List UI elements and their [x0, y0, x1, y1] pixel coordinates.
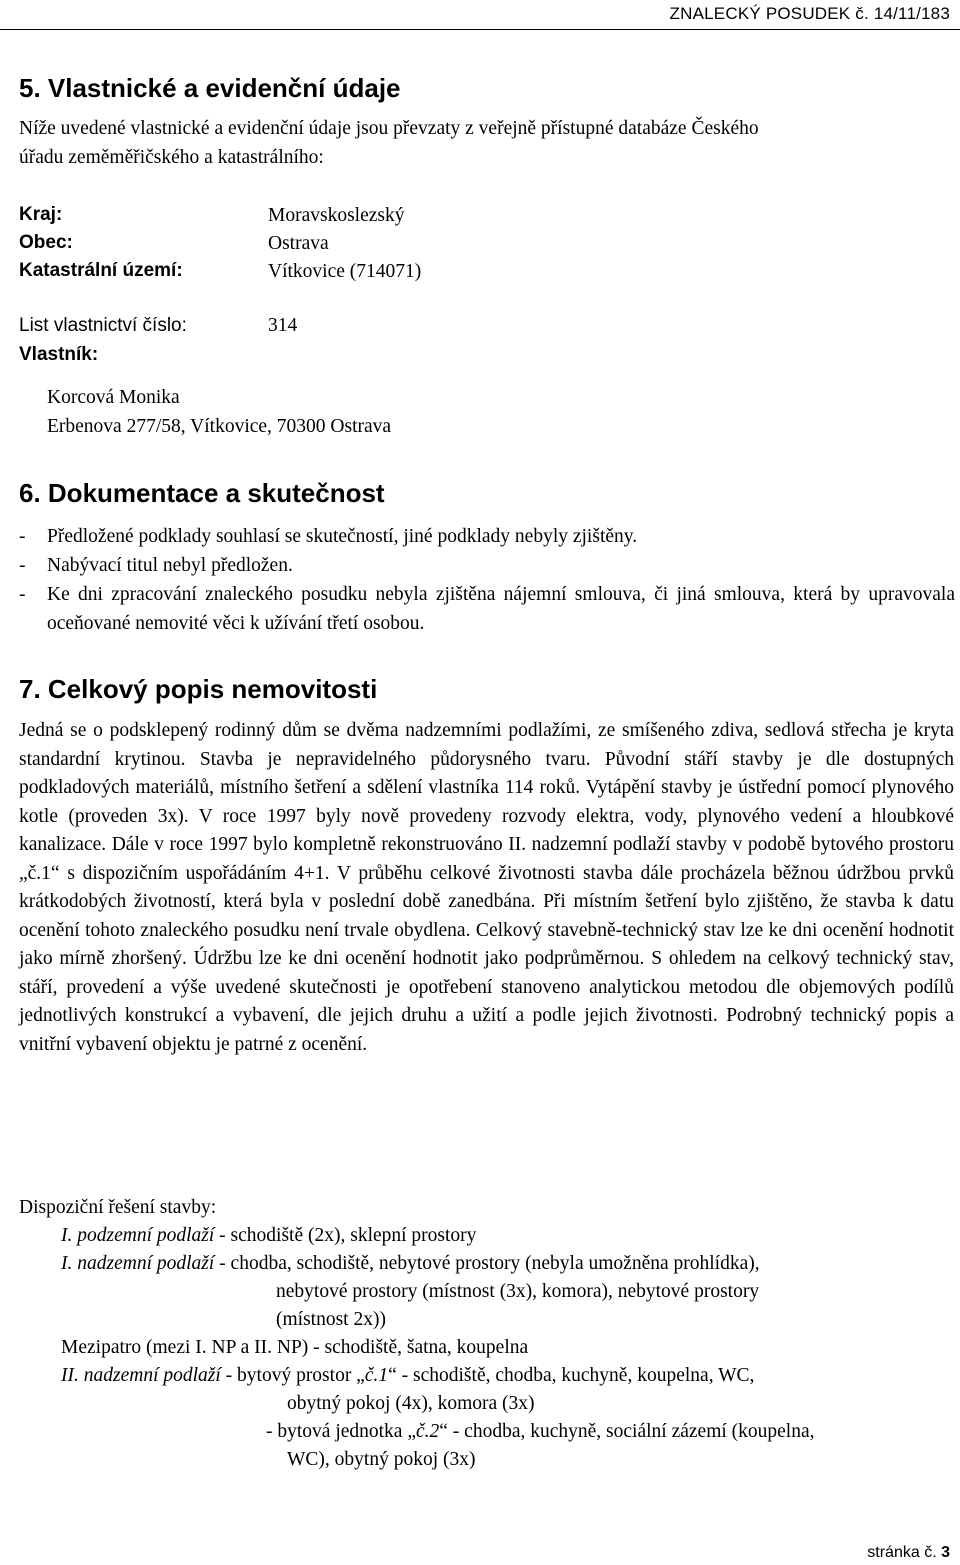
floor-description: nebytové prostory (místnost (3x), komora), nebytové prostory — [276, 1281, 760, 1302]
field-label-kraj: Kraj: — [19, 204, 63, 225]
section-7-heading: 7. Celkový popis nemovitosti — [19, 674, 378, 704]
layout-row-np1 — [61, 1250, 760, 1279]
document-title: ZNALECKÝ POSUDEK č. 14/11/183 — [669, 4, 950, 23]
section-5-intro-line-1: Níže uvedené vlastnické a evidenční údaje jsou převzaty z veřejně přístupné databáze Českého — [19, 118, 759, 139]
page-number: 3 — [941, 1544, 950, 1561]
page-header — [0, 0, 960, 27]
section-5-heading: 5. Vlastnické a evidenční údaje — [19, 73, 401, 103]
owner-address: Erbenova 277/58, Vítkovice, 70300 Ostrava — [47, 416, 392, 437]
layout-row-np2 — [61, 1362, 754, 1391]
floor-description: - bytový prostor „ — [220, 1365, 365, 1386]
field-label-obec: Obec: — [19, 232, 73, 253]
floor-label: I. nadzemní podlaží — [61, 1253, 215, 1274]
floor-description: (místnost 2x)) — [276, 1309, 386, 1330]
lv-value: 314 — [268, 315, 298, 336]
field-value-katastralni-uzemi: Vítkovice (714071) — [268, 261, 422, 282]
layout-title: Dispoziční řešení stavby: — [19, 1197, 217, 1218]
page-footer — [867, 1544, 950, 1562]
section-6-heading: 6. Dokumentace a skutečnost — [19, 478, 385, 508]
unit-number: č.1 — [364, 1365, 389, 1386]
list-item-dash: - — [19, 555, 26, 576]
floor-description: - bytová jednotka „ — [266, 1421, 416, 1442]
floor-description: - chodba, schodiště, nebytové prostory (nebyla umožněna prohlídka), — [214, 1253, 760, 1274]
unit-number: č.2 — [416, 1421, 440, 1442]
floor-description: “ - chodba, kuchyně, sociální zázemí (koupelna, — [439, 1421, 815, 1442]
header-divider — [0, 29, 960, 30]
floor-label: II. nadzemní podlaží — [61, 1365, 221, 1386]
floor-description: “ - schodiště, chodba, kuchyně, koupelna, WC, — [388, 1365, 755, 1386]
floor-description: - schodiště (2x), sklepní prostory — [214, 1225, 477, 1246]
layout-row-pp1 — [61, 1222, 476, 1251]
floor-description: WC), obytný pokoj (3x) — [287, 1449, 476, 1470]
description-paragraph: Jedná se o podsklepený rodinný dům se dvěma nadzemními podlažími, ze smíšeného zdiva, sedlová střecha je kryta standardní krytinou. Stavba je nepravidelného půdorysného tvaru. Původní stáří stavby je dle dostupných podkladových materiálů, místního šetření a sdělení vlastníka 114 roků. Vytápění stavby je ústřední pomocí plynového kotle (proveden 3x). V roce 1997 byly nově provedeny rozvody elektra, vody, plynového vedení a hloubkové kanalizace. Dále v roce 1997 bylo kompletně rekonstruováno II. nadzemní podlaží stavby v podobě bytového prostoru „č.1“ s dispozičním uspořádáním 4+1. V průběhu celkové životnosti stavba dále procházela běžnou údržbou prvků krátkodobých životností, která byla v poslední době zanedbána. Při místním šetření bylo zjištěno, že stavba k datu ocenění tohoto znaleckého posudku není trvale obydlena. Celkový stavebně-technický stav lze ke dni ocenění hodnotit jako mírně zhoršený. Údržbu lze ke dni ocenění hodnotit jako podprůměrnou. S ohledem na celkový technický stav, stáří, provedení a výše uvedené skutečnosti je opotřebení stanoveno analytickou metodou dle objemových podílů jednotlivých konstrukcí a vybavení, dle jejich druhu a užití a podle jejich životnosti. Podrobný technický popis a vnitřní vybavení objektu je patrné z ocenění. — [19, 720, 954, 1055]
lv-label: List vlastnictví číslo: — [19, 315, 187, 336]
section-5-intro-line-2: úřadu zeměměřičského a katastrálního: — [19, 147, 324, 168]
floor-label: I. podzemní podlaží — [61, 1225, 215, 1246]
list-item: Předložené podklady souhlasí se skutečností, jiné podklady nebyly zjištěny. — [47, 526, 638, 547]
field-label-katastralni-uzemi: Katastrální území: — [19, 260, 183, 281]
owner-name: Korcová Monika — [47, 387, 180, 408]
list-item: Ke dni zpracování znaleckého posudku nebyla zjištěna nájemní smlouva, či jiná smlouva, která by upravovala oceňované nemovité věci k užívání třetí osobou. — [47, 584, 955, 634]
layout-row-mezipatro: Mezipatro (mezi I. NP a II. NP) - schodiště, šatna, koupelna — [61, 1337, 529, 1358]
list-item-dash: - — [19, 584, 26, 605]
field-value-kraj: Moravskoslezský — [268, 205, 405, 226]
field-value-obec: Ostrava — [268, 233, 329, 254]
list-item: Nabývací titul nebyl předložen. — [47, 555, 293, 576]
owner-label: Vlastník: — [19, 344, 99, 365]
list-item-dash: - — [19, 526, 26, 547]
page-label: stránka č. — [867, 1544, 942, 1561]
floor-description: obytný pokoj (4x), komora (3x) — [287, 1393, 535, 1414]
layout-row-np2-unit2 — [266, 1418, 815, 1447]
